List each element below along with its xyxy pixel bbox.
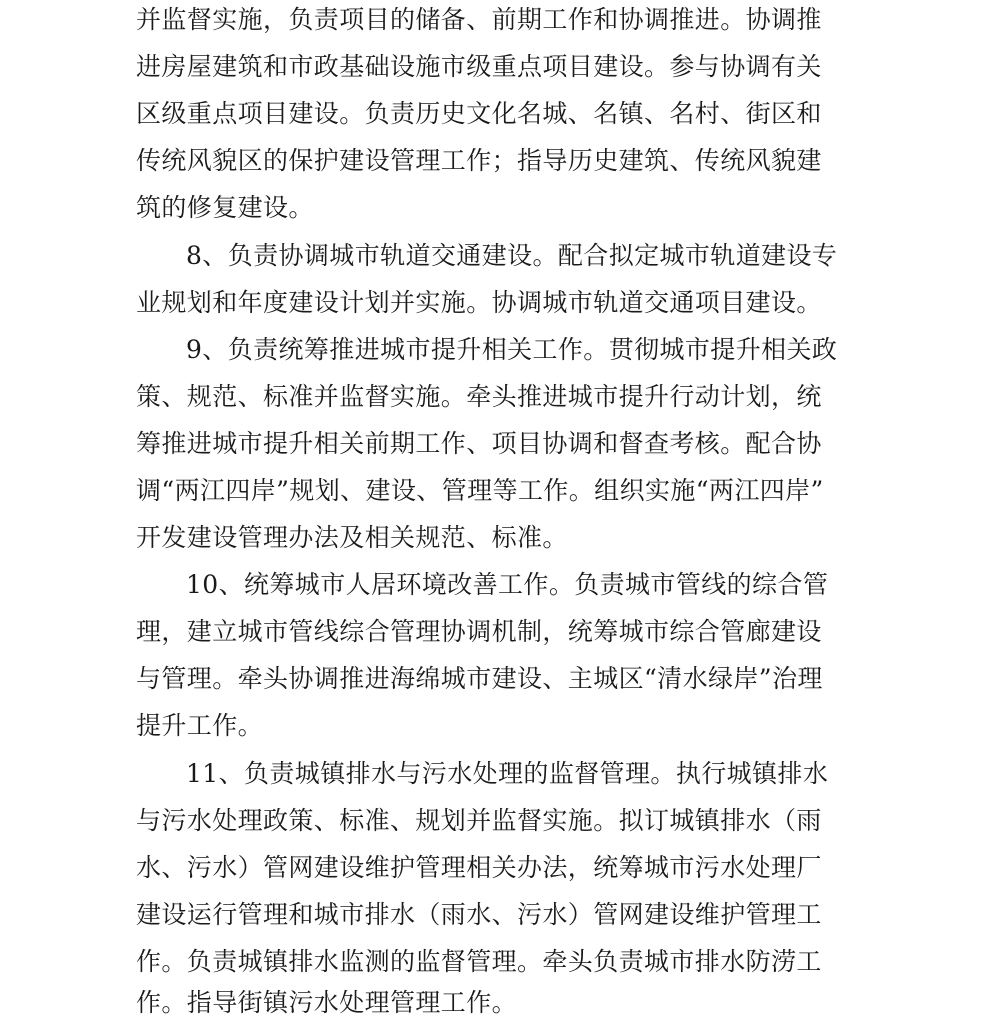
text-line-8: 9、负责统筹推进城市提升相关工作。贯彻城市提升相关政 bbox=[186, 335, 838, 364]
text-line-17: 11、负责城镇排水与污水处理的监督管理。执行城镇排水 bbox=[186, 759, 829, 788]
text-line-21: 作。负责城镇排水监测的监督管理。牵头负责城市排水防涝工 bbox=[136, 947, 822, 976]
text-line-4: 传统风貌区的保护建设管理工作；指导历史建筑、传统风貌建 bbox=[136, 146, 822, 175]
text-line-16: 提升工作。 bbox=[136, 711, 264, 740]
text-line-20: 建设运行管理和城市排水（雨水、污水）管网建设维护管理工 bbox=[136, 900, 822, 929]
text-line-15: 与管理。牵头协调推进海绵城市建设、主城区“清水绿岸”治理 bbox=[136, 664, 823, 693]
text-line-7: 业规划和年度建设计划并实施。协调城市轨道交通项目建设。 bbox=[136, 288, 822, 317]
text-line-5: 筑的修复建设。 bbox=[136, 193, 314, 222]
text-line-1: 并监督实施，负责项目的储备、前期工作和协调推进。协调推 bbox=[136, 5, 822, 34]
text-line-22: 作。指导街镇污水处理管理工作。 bbox=[136, 988, 518, 1017]
text-line-9: 策、规范、标准并监督实施。牵头推进城市提升行动计划，统 bbox=[136, 382, 822, 411]
text-line-18: 与污水处理政策、标准、规划并监督实施。拟订城镇排水（雨 bbox=[136, 806, 822, 835]
text-line-12: 开发建设管理办法及相关规范、标准。 bbox=[136, 523, 568, 552]
text-line-2: 进房屋建筑和市政基础设施市级重点项目建设。参与协调有关 bbox=[136, 52, 822, 81]
text-line-10: 筹推进城市提升相关前期工作、项目协调和督查考核。配合协 bbox=[136, 429, 822, 458]
text-line-3: 区级重点项目建设。负责历史文化名城、名镇、名村、街区和 bbox=[136, 99, 822, 128]
text-line-6: 8、负责协调城市轨道交通建设。配合拟定城市轨道建设专 bbox=[186, 241, 838, 270]
text-line-13: 10、统筹城市人居环境改善工作。负责城市管线的综合管 bbox=[186, 570, 829, 599]
text-line-14: 理，建立城市管线综合管理协调机制，统筹城市综合管廊建设 bbox=[136, 617, 822, 646]
text-line-19: 水、污水）管网建设维护管理相关办法，统筹城市污水处理厂 bbox=[136, 853, 822, 882]
text-line-11: 调“两江四岸”规划、建设、管理等工作。组织实施“两江四岸” bbox=[136, 476, 824, 505]
